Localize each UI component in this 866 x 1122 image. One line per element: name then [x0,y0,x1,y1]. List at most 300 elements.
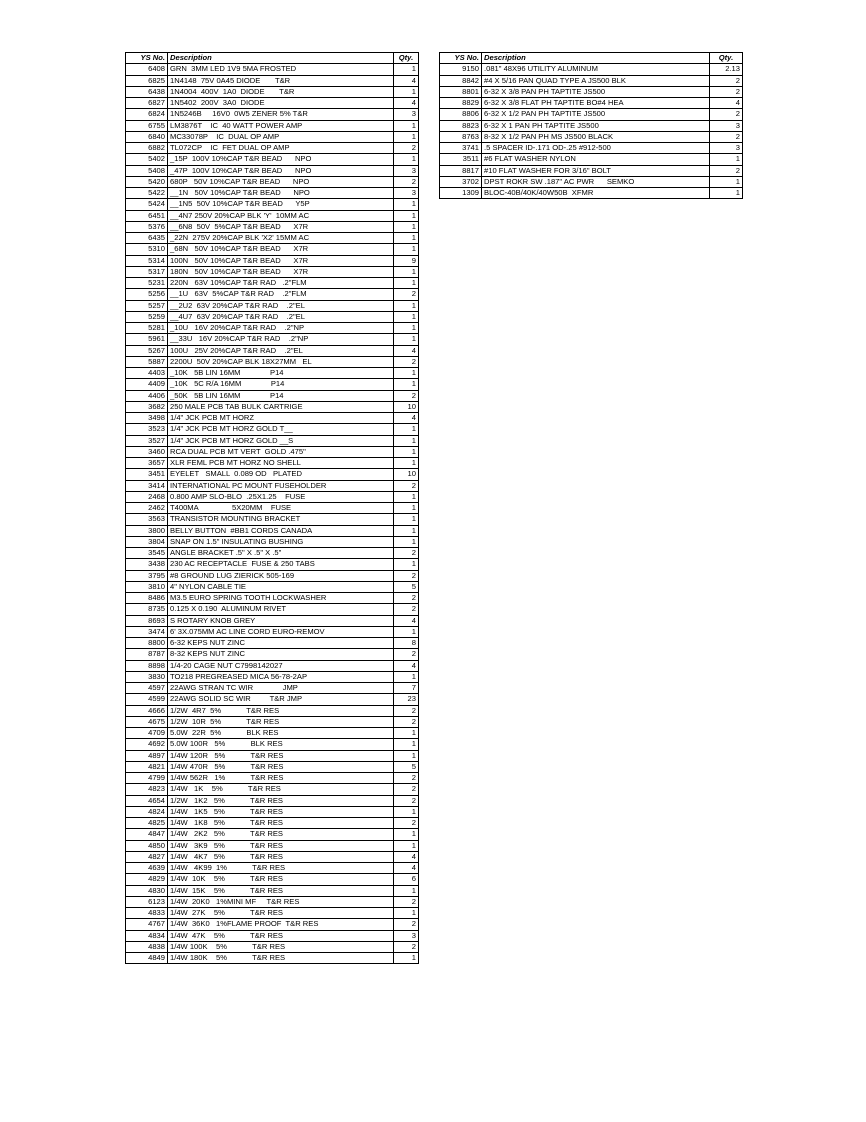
description-cell: _10U 16V 20%CAP T&R RAD .2"NP [168,323,394,334]
description-cell: 1/4" JCK PCB MT HORZ GOLD __S [168,435,394,446]
qty-cell: 2 [394,390,419,401]
ys-no-cell: 5317 [126,266,168,277]
description-cell: 1N4004 400V 1A0 DIODE T&R [168,86,394,97]
table-row [126,593,419,604]
description-cell: __4U7 63V 20%CAP T&R RAD .2"EL [168,311,394,322]
description-cell: M3.5 EURO SPRING TOOTH LOCKWASHER [168,593,394,604]
qty-cell: 3 [394,930,419,941]
description-cell: 8-32 KEPS NUT ZINC [168,649,394,660]
ys-no-cell: 8806 [440,109,482,120]
ys-no-cell: 3563 [126,514,168,525]
table-row [126,356,419,367]
ys-no-cell: 5310 [126,244,168,255]
table-row [440,131,743,142]
description-cell: __2U2 63V 20%CAP T&R RAD .2"EL [168,300,394,311]
table-row [126,840,419,851]
table-row [126,784,419,795]
description-cell: EYELET SMALL 0.089 OD PLATED [168,469,394,480]
qty-cell: 2 [394,919,419,930]
qty-cell: 1 [394,953,419,964]
table-row [126,818,419,829]
table-row [126,345,419,356]
table-row [126,795,419,806]
qty-cell: 1 [394,750,419,761]
table-row [126,289,419,300]
description-cell: 1/4W 4K7 5% T&R RES [168,851,394,862]
description-cell: TRANSISTOR MOUNTING BRACKET [168,514,394,525]
qty-cell: 1 [394,323,419,334]
description-cell: 1/4W 1K5 5% T&R RES [168,806,394,817]
description-cell: 1/4W 180K 5% T&R RES [168,953,394,964]
ys-no-cell: 8486 [126,593,168,604]
qty-cell: 1 [394,131,419,142]
description-cell: _15P 100V 10%CAP T&R BEAD NPO [168,154,394,165]
ys-no-cell: 4709 [126,728,168,739]
ys-no-cell: 4825 [126,818,168,829]
description-cell: #10 FLAT WASHER FOR 3/16" BOLT [482,165,710,176]
ys-no-cell: 4675 [126,716,168,727]
description-cell: 5.0W 22R 5% BLK RES [168,728,394,739]
ys-no-cell: 6882 [126,143,168,154]
description-cell: 1/4W 120R 5% T&R RES [168,750,394,761]
qty-cell: 4 [710,98,743,109]
qty-cell: 1 [394,525,419,536]
table-row [126,773,419,784]
qty-cell: 2 [394,705,419,716]
ys-no-cell: 6824 [126,109,168,120]
ys-no-cell: 4838 [126,941,168,952]
description-cell: 1/4W 100K 5% T&R RES [168,941,394,952]
qty-cell: 2 [394,548,419,559]
qty-cell: 1 [710,188,743,199]
ys-no-cell: 4799 [126,773,168,784]
ys-no-cell: 8735 [126,604,168,615]
table-row [126,851,419,862]
qty-cell: 7 [394,683,419,694]
description-cell: 230 AC RECEPTACLE FUSE & 250 TABS [168,559,394,570]
ys-no-cell: 3451 [126,469,168,480]
description-cell: MC33078P IC DUAL OP AMP [168,131,394,142]
table-row [126,525,419,536]
description-cell: 1/4" JCK PCB MT HORZ GOLD T__ [168,424,394,435]
description-cell: 8-32 X 1/2 PAN PH MS JS500 BLACK [482,131,710,142]
ys-no-cell: 8823 [440,120,482,131]
table-row [126,716,419,727]
ys-no-cell: 4406 [126,390,168,401]
ys-no-cell: 3657 [126,458,168,469]
qty-cell: 1 [394,514,419,525]
ys-no-cell: 2468 [126,491,168,502]
description-cell: ANGLE BRACKET .5" X .5" X .5" [168,548,394,559]
table-row [126,919,419,930]
description-cell: 1/2W 1K2 5% T&R RES [168,795,394,806]
qty-cell: 1 [394,300,419,311]
table-row [126,401,419,412]
ys-no-cell: 5420 [126,176,168,187]
qty-cell: 1 [394,503,419,514]
table-row [126,806,419,817]
qty-cell: 1 [710,154,743,165]
table-row [126,413,419,424]
table-row [126,896,419,907]
table-row [126,638,419,649]
qty-cell: 3 [394,188,419,199]
table-row [126,683,419,694]
table-row [126,930,419,941]
ys-no-header: YS No. [440,53,482,64]
qty-cell: 1 [394,64,419,75]
table-row [126,64,419,75]
qty-cell: 1 [394,266,419,277]
description-cell: 1/4-20 CAGE NUT C7998142027 [168,660,394,671]
ys-no-cell: 6451 [126,210,168,221]
qty-cell: 10 [394,469,419,480]
ys-no-cell: 6825 [126,75,168,86]
qty-header: Qty. [710,53,743,64]
qty-cell: 2 [394,818,419,829]
table-row [126,311,419,322]
qty-cell: 4 [394,345,419,356]
ys-no-cell: 5256 [126,289,168,300]
ys-no-cell: 3498 [126,413,168,424]
table-row [126,514,419,525]
table-row [126,210,419,221]
qty-cell: 2 [394,604,419,615]
qty-cell: 1 [394,829,419,840]
table-row [126,559,419,570]
table-row [126,941,419,952]
table-row [126,671,419,682]
qty-cell: 1 [394,424,419,435]
description-cell: 100N 50V 10%CAP T&R BEAD X7R [168,255,394,266]
ys-no-cell: 4849 [126,953,168,964]
qty-cell: 2 [394,941,419,952]
description-cell: 1/4W 10K 5% T&R RES [168,874,394,885]
ys-no-cell: 3438 [126,559,168,570]
qty-header: Qty. [394,53,419,64]
ys-no-cell: 5259 [126,311,168,322]
description-cell: 1/4W 36K0 1%FLAME PROOF T&R RES [168,919,394,930]
qty-cell: 3 [394,109,419,120]
ys-no-cell: 3810 [126,581,168,592]
qty-cell: 2 [394,593,419,604]
table-row [126,233,419,244]
qty-cell: 1 [394,536,419,547]
description-cell: 1/4W 4K99 1% T&R RES [168,863,394,874]
ys-no-cell: 4830 [126,885,168,896]
qty-cell: 1 [394,491,419,502]
description-cell: 5.0W 100R 5% BLK RES [168,739,394,750]
ys-no-cell: 4897 [126,750,168,761]
ys-no-cell: 3474 [126,626,168,637]
ys-no-cell: 4666 [126,705,168,716]
ys-no-cell: 8763 [440,131,482,142]
description-cell: 22AWG SOLID SC WIR T&R JMP [168,694,394,705]
ys-no-cell: 8787 [126,649,168,660]
description-cell: .5 SPACER ID-.171 OD-.25 #912-500 [482,143,710,154]
table-row [440,176,743,187]
table-row [126,368,419,379]
table-row [126,435,419,446]
description-cell: 680P 50V 10%CAP T&R BEAD NPO [168,176,394,187]
description-cell: 6-32 KEPS NUT ZINC [168,638,394,649]
table-row [126,660,419,671]
table-row [126,221,419,232]
table-row [126,458,419,469]
description-cell: 1/4W 2K2 5% T&R RES [168,829,394,840]
qty-cell: 3 [710,143,743,154]
description-cell: 180N 50V 10%CAP T&R BEAD X7R [168,266,394,277]
ys-no-cell: 4639 [126,863,168,874]
qty-cell: 2 [394,289,419,300]
table-header-row [126,53,419,64]
ys-no-cell: 6408 [126,64,168,75]
ys-no-cell: 4821 [126,761,168,772]
ys-no-cell: 5402 [126,154,168,165]
qty-cell: 1 [394,908,419,919]
table-row [126,908,419,919]
description-cell: T400MA 5X20MM FUSE [168,503,394,514]
qty-cell: 1 [394,244,419,255]
qty-cell: 2 [710,131,743,142]
description-cell: 0.800 AMP SLO-BLO .25X1.25 FUSE [168,491,394,502]
ys-no-cell: 8801 [440,86,482,97]
table-row [126,503,419,514]
ys-no-cell: 3741 [440,143,482,154]
table-row [440,143,743,154]
description-cell: .081" 48X96 UTILITY ALUMINUM [482,64,710,75]
ys-no-cell: 5281 [126,323,168,334]
table-row [126,154,419,165]
qty-cell: 9 [394,255,419,266]
description-cell: 1/2W 4R7 5% T&R RES [168,705,394,716]
ys-no-cell: 5408 [126,165,168,176]
description-cell: __4N7 250V 20%CAP BLK 'Y' 10MM AC [168,210,394,221]
description-cell: _10K 5B LIN 16MM P14 [168,368,394,379]
description-cell: TL072CP IC FET DUAL OP AMP [168,143,394,154]
ys-no-cell: 2462 [126,503,168,514]
ys-no-cell: 4597 [126,683,168,694]
qty-cell: 4 [394,75,419,86]
description-cell: __1N5 50V 10%CAP T&R BEAD Y5P [168,199,394,210]
qty-cell: 1 [394,446,419,457]
table-row [440,120,743,131]
table-row [126,446,419,457]
table-row [126,86,419,97]
qty-cell: 6 [394,874,419,885]
table-row [126,334,419,345]
qty-cell: 2 [394,143,419,154]
ys-no-cell: 4409 [126,379,168,390]
ys-no-cell: 9150 [440,64,482,75]
description-cell: __1N 50V 10%CAP T&R BEAD NPO [168,188,394,199]
qty-cell: 1 [394,120,419,131]
qty-cell: 2 [710,75,743,86]
description-cell: 1/4W 1K8 5% T&R RES [168,818,394,829]
ys-no-cell: 4834 [126,930,168,941]
qty-cell: 3 [394,165,419,176]
description-cell: 1/4" JCK PCB MT HORZ [168,413,394,424]
ys-no-cell: 4833 [126,908,168,919]
table-row [126,109,419,120]
ys-no-cell: 5376 [126,221,168,232]
qty-cell: 2 [710,109,743,120]
description-cell: 4" NYLON CABLE TIE [168,581,394,592]
qty-cell: 1 [394,368,419,379]
qty-cell: 2 [710,86,743,97]
table-row [126,165,419,176]
table-row [126,536,419,547]
ys-no-cell: 5887 [126,356,168,367]
table-row [126,300,419,311]
ys-no-cell: 5314 [126,255,168,266]
right-table-body [440,64,743,199]
ys-no-cell: 4847 [126,829,168,840]
description-cell: #8 GROUND LUG ZIERICK 505-169 [168,570,394,581]
qty-cell: 1 [394,626,419,637]
ys-no-cell: 4823 [126,784,168,795]
qty-cell: 4 [394,863,419,874]
description-cell: 1/4W 562R 1% T&R RES [168,773,394,784]
ys-no-cell: 6438 [126,86,168,97]
ys-no-header: YS No. [126,53,168,64]
table-row [440,64,743,75]
table-row [440,98,743,109]
description-cell: 1/4W 20K0 1%MINI MF T&R RES [168,896,394,907]
ys-no-cell: 6755 [126,120,168,131]
description-cell: 250 MALE PCB TAB BULK CARTRIGE [168,401,394,412]
ys-no-cell: 5961 [126,334,168,345]
description-cell: _10K 5C R/A 16MM P14 [168,379,394,390]
ys-no-cell: 3545 [126,548,168,559]
qty-cell: 5 [394,761,419,772]
qty-cell: 2 [710,165,743,176]
ys-no-cell: 4829 [126,874,168,885]
description-cell: __1U 63V 5%CAP T&R RAD .2"FLM [168,289,394,300]
table-row [126,131,419,142]
qty-cell: 2 [394,896,419,907]
description-cell: 1/4W 470R 5% T&R RES [168,761,394,772]
table-row [126,953,419,964]
qty-cell: 2 [394,570,419,581]
qty-cell: 4 [394,413,419,424]
description-cell: _47P 100V 10%CAP T&R BEAD NPO [168,165,394,176]
ys-no-cell: 8693 [126,615,168,626]
qty-cell: 2 [394,649,419,660]
qty-cell: 3 [710,120,743,131]
qty-cell: 4 [394,660,419,671]
description-cell: 1/4W 27K 5% T&R RES [168,908,394,919]
ys-no-cell: 3800 [126,525,168,536]
description-cell: 1/4W 15K 5% T&R RES [168,885,394,896]
ys-no-cell: 3804 [126,536,168,547]
table-row [126,176,419,187]
description-cell: BELLY BUTTON #BB1 CORDS CANADA [168,525,394,536]
table-row [126,491,419,502]
qty-cell: 2 [394,480,419,491]
qty-cell: 4 [394,615,419,626]
ys-no-cell: 4599 [126,694,168,705]
description-cell: 1/4W 47K 5% T&R RES [168,930,394,941]
table-row [126,143,419,154]
ys-no-cell: 3830 [126,671,168,682]
ys-no-cell: 4824 [126,806,168,817]
qty-cell: 1 [394,458,419,469]
ys-no-cell: 3523 [126,424,168,435]
table-row [126,120,419,131]
ys-no-cell: 6827 [126,98,168,109]
ys-no-cell: 8842 [440,75,482,86]
table-row [126,750,419,761]
description-header: Description [168,53,394,64]
ys-no-cell: 6123 [126,896,168,907]
table-row [126,570,419,581]
qty-cell: 4 [394,98,419,109]
ys-no-cell: 3682 [126,401,168,412]
description-cell: 1/4W 3K9 5% T&R RES [168,840,394,851]
description-cell: __6N8 50V 5%CAP T&R BEAD X7R [168,221,394,232]
left-table-body [126,64,419,964]
description-cell: 1/4W 1K 5% T&R RES [168,784,394,795]
description-cell: #6 FLAT WASHER NYLON [482,154,710,165]
table-row [126,469,419,480]
qty-cell: 5 [394,581,419,592]
table-row [126,266,419,277]
qty-cell: 1 [394,728,419,739]
ys-no-cell: 6840 [126,131,168,142]
ys-no-cell: 5257 [126,300,168,311]
table-row [126,323,419,334]
qty-cell: 1 [394,379,419,390]
ys-no-cell: 4850 [126,840,168,851]
table-row [126,863,419,874]
qty-cell: 1 [394,885,419,896]
description-cell: 0.125 X 0.190 ALUMINUM RIVET [168,604,394,615]
ys-no-cell: 5424 [126,199,168,210]
table-row [126,548,419,559]
ys-no-cell: 4767 [126,919,168,930]
description-cell: 6-32 X 1/2 PAN PH TAPTITE JS500 [482,109,710,120]
table-row [126,581,419,592]
ys-no-cell: 3414 [126,480,168,491]
ys-no-cell: 4692 [126,739,168,750]
description-cell: XLR FEML PCB MT HORZ NO SHELL [168,458,394,469]
qty-cell: 1 [394,840,419,851]
right-parts-table [439,52,743,199]
description-cell: #4 X 5/16 PAN QUAD TYPE A JS500 BLK [482,75,710,86]
table-row [126,885,419,896]
ys-no-cell: 3795 [126,570,168,581]
description-cell: RCA DUAL PCB MT VERT GOLD .475" [168,446,394,457]
table-row [440,109,743,120]
qty-cell: 1 [394,221,419,232]
qty-cell: 1 [394,334,419,345]
description-cell: S ROTARY KNOB GREY [168,615,394,626]
table-row [126,255,419,266]
qty-cell: 1 [394,806,419,817]
table-row [126,705,419,716]
table-row [126,424,419,435]
table-row [126,604,419,615]
qty-cell: 1 [394,435,419,446]
description-cell: 6' 3X.075MM AC LINE CORD EURO-REMOV [168,626,394,637]
qty-cell: 1 [394,154,419,165]
table-row [126,728,419,739]
qty-cell: 1 [394,278,419,289]
table-row [126,98,419,109]
qty-cell: 1 [394,559,419,570]
description-cell: 1/2W 10R 5% T&R RES [168,716,394,727]
